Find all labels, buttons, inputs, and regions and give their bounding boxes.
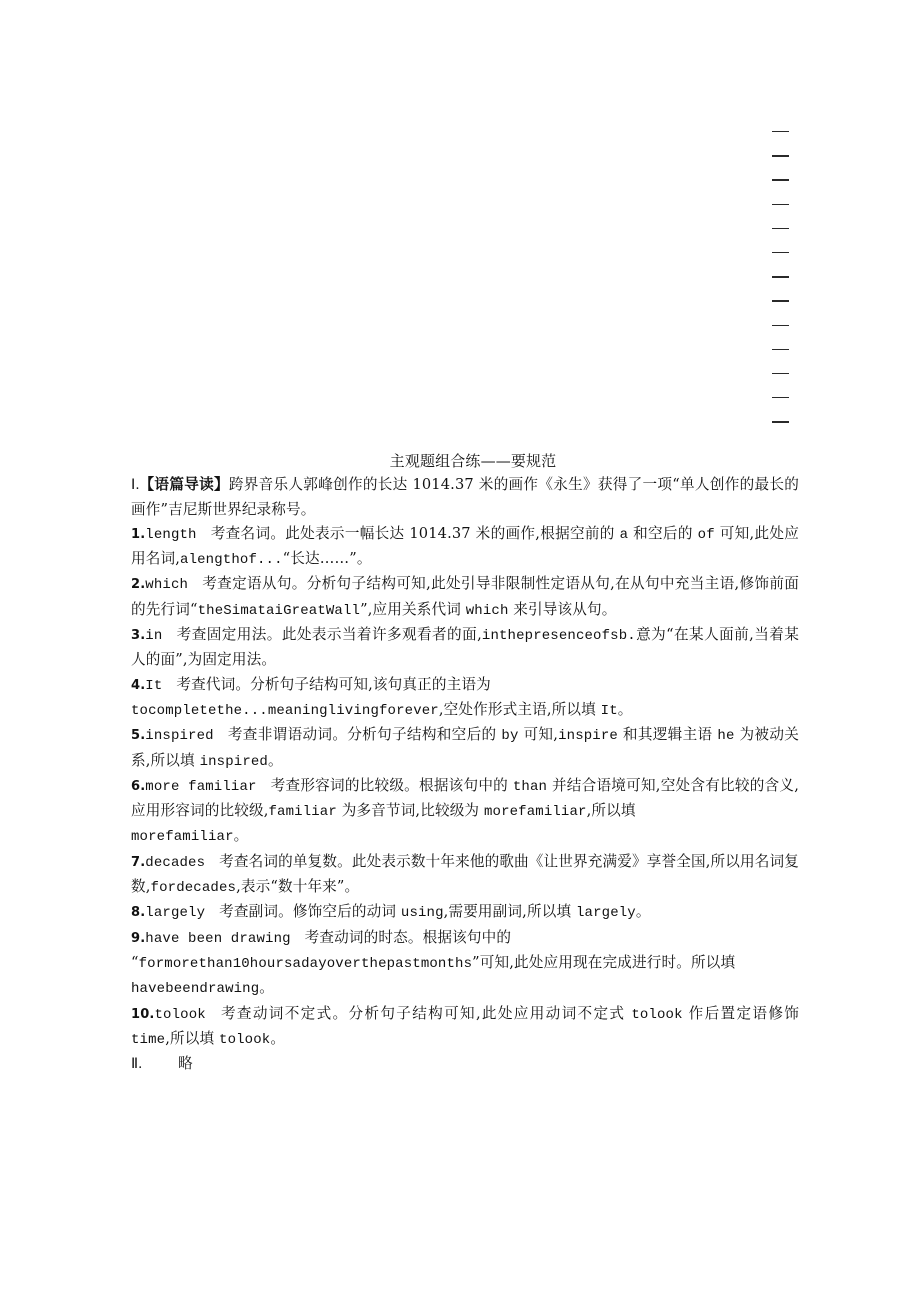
- answer-number: 9.: [131, 930, 146, 946]
- explanation-text: 考查名词的单复数。此处表示数十年来他的歌曲《让世界充满爱》享誉全国,所以用名词复数,: [131, 852, 799, 896]
- english-term: a: [619, 526, 629, 543]
- english-term: morefamiliar: [131, 829, 234, 846]
- explanation-text: 考查代词。分析句子结构可知,该句真正的主语为: [176, 675, 491, 693]
- explanation-text: 。: [635, 903, 651, 921]
- english-term: by: [501, 728, 519, 745]
- explanation-text: 。: [233, 827, 249, 845]
- answer-blank-line: [772, 318, 790, 342]
- answer-item: [131, 522, 799, 573]
- answer-word: have been drawing: [145, 930, 291, 947]
- answer-item: [131, 926, 799, 1002]
- explanation-text: 可知,此处应用名词,: [131, 524, 799, 568]
- answer-number: 10.: [131, 1006, 155, 1022]
- answer-item: [131, 723, 799, 774]
- english-term: It: [600, 702, 618, 719]
- explanation-text: 考查动词的时态。根据该句中的: [304, 928, 512, 946]
- english-term: using: [400, 905, 444, 922]
- answer-item: [131, 774, 799, 850]
- answer-item: [131, 850, 799, 901]
- explanation-text: 考查副词。修饰空后的动词: [219, 903, 401, 921]
- english-term: theSimataiGreatWall: [197, 602, 361, 619]
- english-term: alengthof...: [180, 552, 283, 569]
- answer-item: [131, 673, 799, 724]
- explanation-text: 和空后的: [628, 524, 698, 542]
- english-term: than: [512, 778, 548, 795]
- answer-document: [131, 449, 799, 1076]
- answer-word: tolook: [154, 1006, 206, 1023]
- english-term: tocompletethe...meaninglivingforever: [131, 702, 439, 719]
- english-term: time: [131, 1031, 166, 1048]
- answer-blank-line: [772, 245, 790, 269]
- english-term: largely: [575, 905, 636, 922]
- reading-guide-text: 跨界音乐人郭峰创作的长达 1014.37 米的画作《永生》获得了一项“单人创作的最长的画作”吉尼斯世界纪录称号。: [131, 476, 799, 518]
- answer-blank-line: [772, 197, 790, 221]
- explanation-text: 考查固定用法。此处表示当着许多观看者的面,: [176, 626, 482, 644]
- explanation-text: ,表示“数十年来”。: [236, 878, 360, 896]
- page-title: 主观题组合练——要规范: [389, 452, 557, 470]
- answer-blank-line: [772, 342, 790, 366]
- explanation-text: “长达……”。: [282, 550, 372, 568]
- explanation-text: ,所以填: [165, 1029, 220, 1047]
- answer-blank-line: [772, 414, 790, 438]
- english-term: formorethan10hoursadayoverthepastmonths: [138, 955, 473, 972]
- section-2-numeral: Ⅱ.: [131, 1056, 143, 1073]
- english-term: tolook: [631, 1006, 683, 1023]
- explanation-text: 考查动词不定式。分析句子结构可知,此处应用动词不定式: [219, 1004, 632, 1022]
- explanation-text: 来引导该从句。: [508, 600, 617, 618]
- explanation-text: “: [131, 953, 139, 971]
- answer-blank-line: [772, 293, 790, 317]
- explanation-text: 。: [270, 1029, 286, 1047]
- english-term: fordecades: [150, 880, 237, 897]
- answer-blank-line: [772, 390, 790, 414]
- answer-blank-line: [772, 269, 790, 293]
- explanation-text: 考查定语从句。分析句子结构可知,此处引导非限制性定语从句,在从句中充当主语,修饰前面的先行词“: [131, 575, 799, 618]
- answer-blank-line: [772, 172, 790, 196]
- answer-number: 7.: [131, 854, 146, 870]
- answer-item: [131, 1002, 799, 1053]
- answer-number: 3.: [131, 628, 146, 644]
- answer-number: 4.: [131, 677, 146, 693]
- answer-blank-line: [772, 148, 790, 172]
- explanation-text: 考查形容词的比较级。根据该句中的: [270, 776, 513, 794]
- explanation-text: 。: [259, 979, 275, 997]
- explanation-text: ,需要用副词,所以填: [443, 903, 576, 921]
- answer-blank-lines: [772, 124, 790, 438]
- reading-guide-label: 【语篇导读】: [139, 476, 229, 494]
- english-term: tolook: [219, 1031, 271, 1048]
- explanation-text: 可知,: [518, 726, 559, 744]
- answer-number: 2.: [131, 577, 146, 593]
- answer-blank-line: [772, 124, 790, 148]
- answer-word: It: [145, 677, 163, 694]
- answer-blank-line: [772, 366, 790, 390]
- explanation-text: 考查非谓语动词。分析句子结构和空后的: [227, 726, 502, 744]
- answer-word: largely: [145, 905, 206, 922]
- english-term: morefamiliar: [483, 804, 587, 821]
- explanation-text: 和其逻辑主语: [617, 726, 718, 744]
- explanation-text: ,所以填: [586, 802, 636, 820]
- answer-word: inspired: [145, 728, 214, 745]
- explanation-text: 考查名词。此处表示一幅长达 1014.37 米的画作,根据空前的: [210, 524, 620, 542]
- english-term: of: [697, 526, 715, 543]
- english-term: he: [717, 728, 735, 745]
- explanation-text: 为被动关系,所以填: [131, 726, 799, 769]
- explanation-text: 为多音节词,比较级为: [336, 802, 484, 820]
- explanation-text: 。: [267, 751, 283, 769]
- answer-item: [131, 900, 799, 925]
- explanation-text: 作后置定语修饰: [682, 1004, 799, 1022]
- explanation-text: 。: [617, 700, 633, 718]
- answer-item: [131, 623, 799, 673]
- answer-word: which: [145, 577, 189, 594]
- section-2: [131, 1052, 799, 1076]
- explanation-text: ”可知,此处应用现在完成进行时。所以填: [472, 953, 736, 971]
- english-term: havebeendrawing: [131, 981, 260, 998]
- english-term: inspired: [199, 753, 268, 770]
- section-2-text: 略: [178, 1055, 193, 1073]
- section-1-intro: [131, 473, 799, 522]
- answer-word: length: [145, 526, 197, 543]
- answer-number: 1.: [131, 526, 146, 542]
- answer-number: 8.: [131, 905, 146, 921]
- answer-word: decades: [145, 854, 206, 871]
- answer-word: more familiar: [145, 778, 257, 795]
- explanation-text: 并结合语境可知,空处含有比较的含义,应用形容词的比较级,: [131, 776, 799, 820]
- section-1-numeral: Ⅰ.: [131, 477, 140, 494]
- english-term: inspire: [558, 728, 618, 745]
- english-term: inthepresenceofsb.: [481, 628, 636, 645]
- english-term: familiar: [268, 804, 337, 821]
- answer-blank-line: [772, 221, 790, 245]
- answer-list: [131, 522, 799, 1052]
- answer-item: [131, 572, 799, 623]
- answer-number: 5.: [131, 728, 146, 744]
- explanation-text: ,空处作形式主语,所以填: [438, 700, 601, 718]
- explanation-text: ”,应用关系代词: [360, 600, 466, 618]
- explanation-text: 意为“在某人面前,当着某人的面”,为固定用法。: [131, 626, 799, 669]
- answer-word: in: [145, 628, 163, 645]
- answer-number: 6.: [131, 778, 146, 794]
- english-term: which: [465, 602, 509, 619]
